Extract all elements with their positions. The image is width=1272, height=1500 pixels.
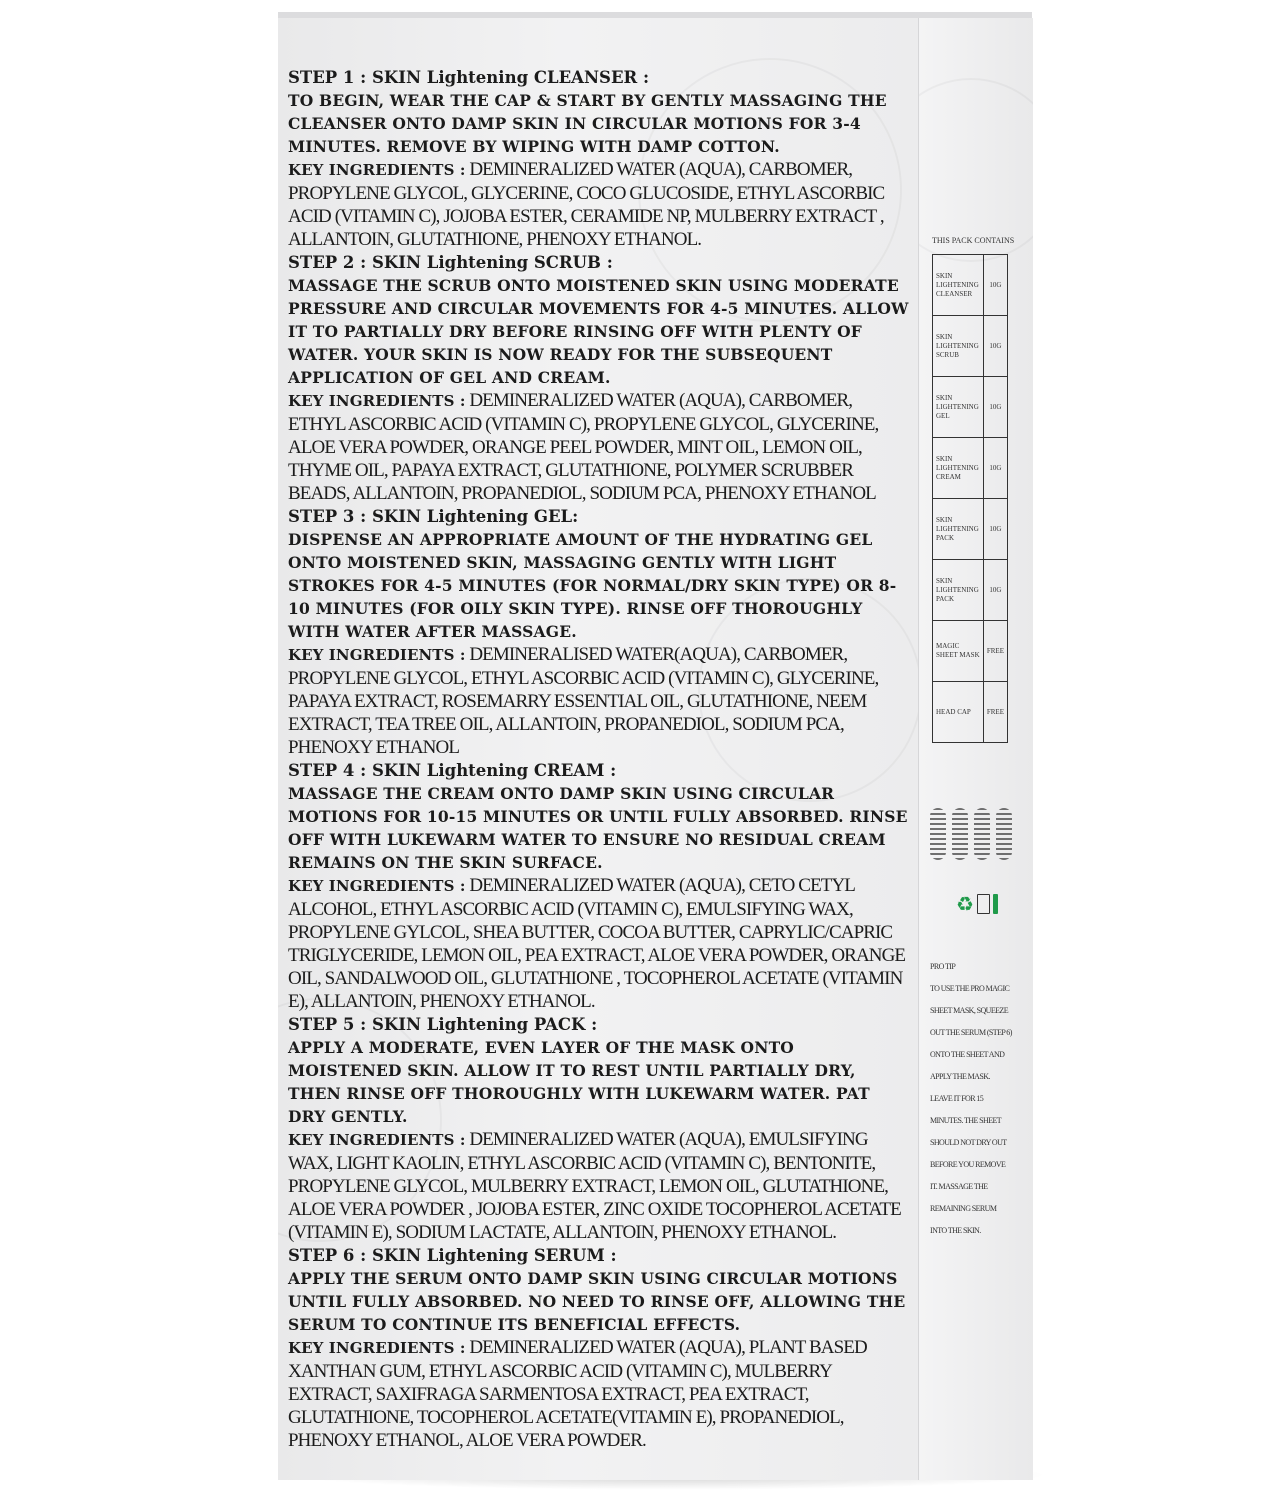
table-row	[933, 316, 1008, 377]
ingredients-label: KEY INGREDIENTS :	[288, 1131, 466, 1149]
content-qty: 10G	[983, 499, 1007, 560]
step-4	[288, 759, 910, 1013]
ingredients-list: DEMINERALIZED WATER (AQUA), PLANT BASED XANTHAN GUM, ETHYL ASCORBIC ACID (VITAMIN C), MULBERRY EXTRACT, SAXIFRAGA SARMENTOSA EXTRACT, PEA EXTRACT, GLUTATHIONE, TOCOPHEROL ACETATE(VITAMIN E), PROPANEDIOL, PHENOXY ETHANOL, ALOE VERA POWDER.	[288, 1337, 867, 1451]
pack-contents-title: THIS PACK CONTAINS	[932, 236, 1015, 245]
step-instructions: APPLY A MODERATE, EVEN LAYER OF THE MASK ONTO MOISTENED SKIN. ALLOW IT TO REST UNTIL PARTIALLY DRY, THEN RINSE OFF THOROUGHLY WITH LUKEWARM WATER. PAT DRY GENTLY.	[288, 1038, 870, 1126]
disposal-symbols	[956, 894, 998, 914]
content-item: MAGIC SHEET MASK	[933, 621, 984, 682]
content-item: SKIN LIGHTENING GEL	[933, 377, 984, 438]
step-instructions: MASSAGE THE SCRUB ONTO MOISTENED SKIN USING MODERATE PRESSURE AND CIRCULAR MOVEMENTS FOR 4-5 MINUTES. ALLOW IT TO PARTIALLY DRY BEFORE RINSING OFF WITH PLENTY OF WATER. YOUR SKIN IS NOW READY FOR THE SUBSEQUENT APPLICATION OF GEL AND CREAM.	[288, 276, 909, 387]
content-item: SKIN LIGHTENING CREAM	[933, 438, 984, 499]
green-dot-icon	[993, 894, 998, 914]
content-qty: 10G	[983, 560, 1007, 621]
step-2	[288, 251, 910, 505]
ingredients-label: KEY INGREDIENTS :	[288, 392, 466, 410]
bin-icon	[977, 894, 990, 914]
step-instructions: TO BEGIN, WEAR THE CAP & START BY GENTLY MASSAGING THE CLEANSER ONTO DAMP SKIN IN CIRCULAR MOTIONS FOR 3-4 MINUTES. REMOVE BY WIPING WITH DAMP COTTON.	[288, 91, 887, 156]
ingredients-list: DEMINERALIZED WATER (AQUA), EMULSIFYING WAX, LIGHT KAOLIN, ETHYL ASCORBIC ACID (VITAMIN C), BENTONITE, PROPYLENE GLYCOL, MULBERRY EXTRACT, LEMON OIL, GLUTATHIONE, ALOE VERA POWDER , JOJOBA ESTER, ZINC OXIDE TOCOPHEROL ACETATE (VITAMIN E), SODIUM LACTATE, ALLANTOIN, PHENOXY ETHANOL.	[288, 1129, 901, 1243]
table-row	[933, 621, 1008, 682]
ingredients-label: KEY INGREDIENTS :	[288, 1339, 466, 1357]
table-row	[933, 377, 1008, 438]
step-instructions: APPLY THE SERUM ONTO DAMP SKIN USING CIRCULAR MOTIONS UNTIL FULLY ABSORBED. NO NEED TO RINSE OFF, ALLOWING THE SERUM TO CONTINUE ITS BENEFICIAL EFFECTS.	[288, 1269, 906, 1334]
certification-icon	[974, 808, 990, 860]
ingredients-list: DEMINERALIZED WATER (AQUA), CARBOMER, ETHYL ASCORBIC ACID (VITAMIN C), PROPYLENE GLYCOL, GLYCERINE, ALOE VERA POWDER, ORANGE PEEL POWDER, MINT OIL, LEMON OIL, THYME OIL, PAPAYA EXTRACT, GLUTATHIONE, POLYMER SCRUBBER BEADS, ALLANTOIN, PROPANEDIOL, SODIUM PCA, PHENOXY ETHANOL	[288, 390, 879, 504]
key-ingredients	[288, 389, 910, 505]
certification-symbols	[930, 808, 1012, 860]
ingredients-list: DEMINERALIZED WATER (AQUA), CARBOMER, PROPYLENE GLYCOL, GLYCERINE, COCO GLUCOSIDE, ETHYL ASCORBIC ACID (VITAMIN C), JOJOBA ESTER, CERAMIDE NP, MULBERRY EXTRACT , ALLANTOIN, GLUTATHIONE, PHENOXY ETHANOL.	[288, 159, 885, 250]
recycle-icon: ♻	[956, 892, 974, 916]
pack-contents-table	[932, 254, 1008, 743]
step-title: STEP 4 : SKIN Lightening CREAM :	[288, 761, 617, 780]
content-qty: 10G	[983, 377, 1007, 438]
certification-icon	[930, 808, 946, 860]
step-1	[288, 66, 910, 251]
step-3	[288, 505, 910, 759]
content-qty: 10G	[983, 255, 1007, 316]
ingredients-label: KEY INGREDIENTS :	[288, 877, 466, 895]
step-6	[288, 1244, 910, 1452]
step-title: STEP 6 : SKIN Lightening SERUM :	[288, 1246, 617, 1265]
pro-tip-text: TO USE THE PRO MAGIC SHEET MASK, SQUEEZE OUT THE SERUM (STEP 6) ONTO THE SHEET AND APPLY THE MASK. LEAVE IT FOR 15 MINUTES. THE SHEET SHOULD NOT DRY OUT BEFORE YOU REMOVE IT. MASSAGE THE REMAINING SERUM INTO THE SKIN.	[930, 984, 1012, 1235]
step-instructions: DISPENSE AN APPROPRIATE AMOUNT OF THE HYDRATING GEL ONTO MOISTENED SKIN, MASSAGING GENTLY WITH LIGHT STROKES FOR 4-5 MINUTES (FOR NORMAL/DRY SKIN TYPE) OR 8-10 MINUTES (FOR OILY SKIN TYPE). RINSE OFF THOROUGHLY WITH WATER AFTER MASSAGE.	[288, 530, 897, 641]
step-title: STEP 1 : SKIN Lightening CLEANSER :	[288, 68, 650, 87]
table-row	[933, 255, 1008, 316]
citrus-watermark	[918, 78, 1033, 262]
step-title: STEP 2 : SKIN Lightening SCRUB :	[288, 253, 613, 272]
content-qty: 10G	[983, 438, 1007, 499]
pro-tip	[930, 956, 1012, 1242]
content-qty: FREE	[983, 621, 1007, 682]
key-ingredients	[288, 1128, 910, 1244]
ingredients-list: DEMINERALISED WATER(AQUA), CARBOMER, PROPYLENE GLYCOL, ETHYL ASCORBIC ACID (VITAMIN C), GLYCERINE, PAPAYA EXTRACT, ROSEMARRY ESSENTIAL OIL, GLUTATHIONE, NEEM EXTRACT, TEA TREE OIL, ALLANTOIN, PROPANEDIOL, SODIUM PCA, PHENOXY ETHANOL	[288, 644, 879, 758]
step-5	[288, 1013, 910, 1244]
table-row	[933, 438, 1008, 499]
content-item: HEAD CAP	[933, 682, 984, 743]
key-ingredients	[288, 643, 910, 759]
ingredients-list: DEMINERALIZED WATER (AQUA), CETO CETYL ALCOHOL, ETHYL ASCORBIC ACID (VITAMIN C), EMULSIFYING WAX, PROPYLENE GYLCOL, SHEA BUTTER, COCOA BUTTER, CAPRYLIC/CAPRIC TRIGLYCERIDE, LEMON OIL, PEA EXTRACT, ALOE VERA POWDER, ORANGE OIL, SANDALWOOD OIL, GLUTATHIONE , TOCOPHEROL ACETATE (VITAMIN E), ALLANTOIN, PHENOXY ETHANOL.	[288, 875, 906, 1012]
step-instructions: MASSAGE THE CREAM ONTO DAMP SKIN USING CIRCULAR MOTIONS FOR 10-15 MINUTES OR UNTIL FULLY ABSORBED. RINSE OFF WITH LUKEWARM WATER TO ENSURE NO RESIDUAL CREAM REMAINS ON THE SKIN SURFACE.	[288, 784, 908, 872]
table-row	[933, 682, 1008, 743]
content-item: SKIN LIGHTENING PACK	[933, 499, 984, 560]
content-qty: 10G	[983, 316, 1007, 377]
step-title: STEP 5 : SKIN Lightening PACK :	[288, 1015, 598, 1034]
step-title: STEP 3 : SKIN Lightening GEL:	[288, 507, 579, 526]
content-item: SKIN LIGHTENING SCRUB	[933, 316, 984, 377]
table-row	[933, 499, 1008, 560]
key-ingredients	[288, 874, 910, 1013]
certification-icon	[996, 808, 1012, 860]
content-item: SKIN LIGHTENING PACK	[933, 560, 984, 621]
key-ingredients	[288, 1336, 910, 1452]
ingredients-label: KEY INGREDIENTS :	[288, 646, 466, 664]
table-row	[933, 560, 1008, 621]
key-ingredients	[288, 158, 910, 251]
usage-instructions	[288, 66, 910, 1452]
pro-tip-title: PRO TIP	[930, 962, 956, 971]
content-qty: FREE	[983, 682, 1007, 743]
content-item: SKIN LIGHTENING CLEANSER	[933, 255, 984, 316]
ingredients-label: KEY INGREDIENTS :	[288, 161, 466, 179]
certification-icon	[952, 808, 968, 860]
